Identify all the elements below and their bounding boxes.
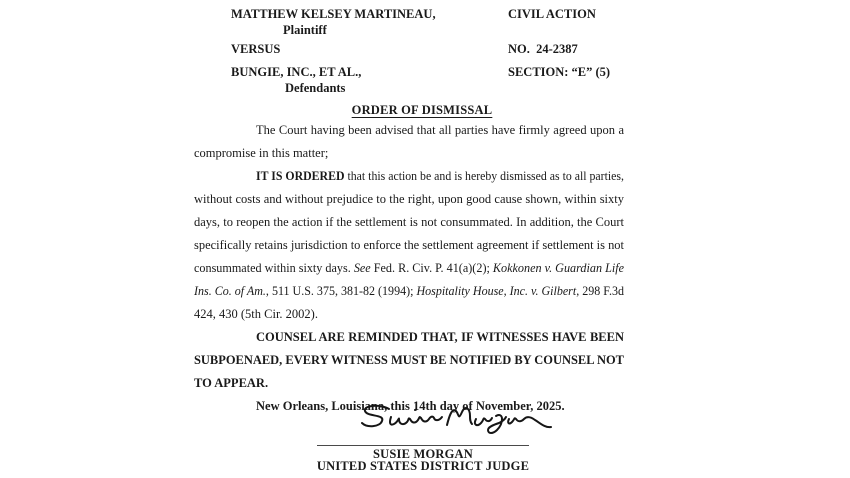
plaintiff-name: MATTHEW KELSEY MARTINEAU,: [231, 7, 436, 21]
order-text-line: Ins. Co. of Am., 511 U.S. 375, 381-82 (1994); Hospitality House, Inc. v. Gilbert, 298 F.3d: [194, 284, 624, 298]
order-text-line: consummated within sixty days. See Fed. R. Civ. P. 41(a)(2); Kokkonen v. Guardian Life: [194, 261, 624, 275]
order-text-line: without costs and without prejudice to the right, upon good cause shown, within sixty: [194, 192, 624, 206]
caption-row-defendant: [194, 64, 624, 96]
judge-title: UNITED STATES DISTRICT JUDGE: [316, 459, 530, 473]
order-text-line: compromise in this matter;: [194, 146, 329, 160]
defendant-role: Defendants: [285, 81, 346, 95]
signature-line: [317, 418, 529, 446]
caption-row-versus: [194, 41, 624, 57]
section-label: SECTION: “E” (5): [508, 65, 611, 79]
order-text-line: 424, 430 (5th Cir. 2002).: [194, 307, 318, 321]
civil-action-label: CIVIL ACTION: [508, 7, 596, 21]
order-text-line: The Court having been advised that all parties have firmly agreed upon a: [256, 123, 624, 137]
order-text-line: SUBPOENAED, EVERY WITNESS MUST BE NOTIFIED BY COUNSEL NOT: [194, 353, 624, 367]
order-text-line: specifically retains jurisdiction to enforce the settlement agreement if settlement is not: [194, 238, 624, 252]
versus-label: VERSUS: [231, 42, 281, 56]
case-caption: [194, 0, 624, 96]
signature-block: [293, 418, 553, 472]
order-of-dismissal-document: [194, 0, 624, 472]
order-body: [194, 119, 624, 418]
order-text-line: TO APPEAR.: [194, 376, 269, 390]
defendant-name: BUNGIE, INC., ET AL.,: [231, 65, 362, 79]
judge-printed-name: SUSIE MORGAN: [373, 447, 473, 461]
order-text-line: COUNSEL ARE REMINDED THAT, IF WITNESSES HAVE BEEN: [256, 330, 624, 344]
case-number: NO. 24-2387: [508, 42, 578, 56]
caption-row-plaintiff: [194, 6, 624, 38]
order-text-line: IT IS ORDERED that this action be and is hereby dismissed as to all parties,: [256, 169, 624, 183]
order-text-line: days, to reopen the action if the settlement is not consummated. In addition, the Court: [194, 215, 624, 229]
plaintiff-role: Plaintiff: [283, 23, 327, 37]
document-title-row: [194, 102, 624, 119]
document-title: ORDER OF DISMISSAL: [351, 103, 493, 117]
order-text-line: New Orleans, Louisiana, this 14th day of November, 2025.: [256, 399, 565, 413]
